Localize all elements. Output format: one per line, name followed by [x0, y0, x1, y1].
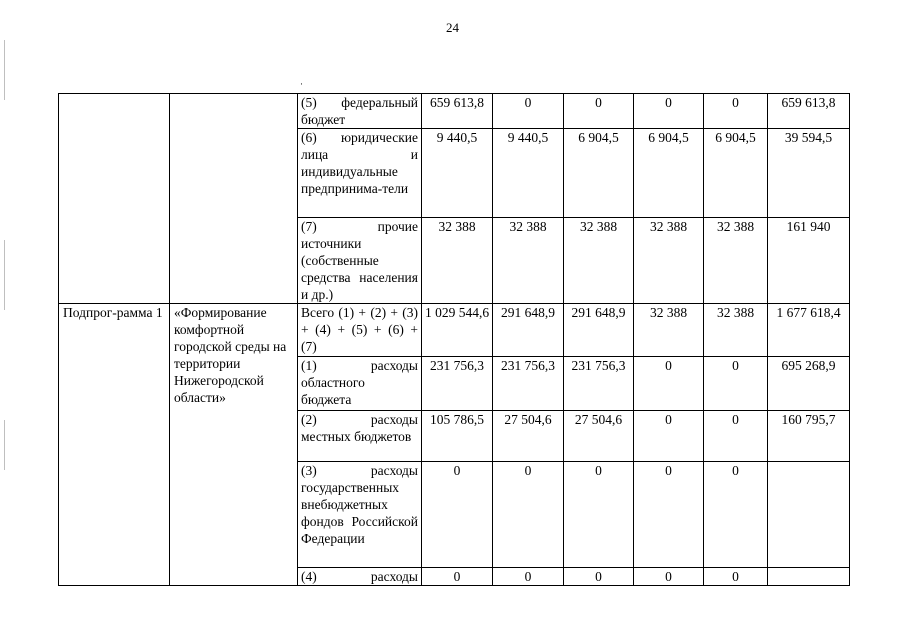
- total-cell: 160 795,7: [768, 411, 850, 462]
- value-cell: 105 786,5: [422, 411, 493, 462]
- value-cell: 0: [564, 568, 634, 586]
- scan-edge-mark: [4, 240, 5, 310]
- total-cell: 695 268,9: [768, 357, 850, 411]
- source-label: (3) расходы государственных внебюджетных фондов Российской Федерации: [298, 462, 422, 568]
- total-cell: 39 594,5: [768, 129, 850, 218]
- financing-table: [58, 93, 850, 586]
- value-cell: 0: [704, 411, 768, 462]
- value-cell: 231 756,3: [493, 357, 564, 411]
- source-label: (6) юридические лица и индивидуальные предпринима-тели: [298, 129, 422, 218]
- value-cell: 9 440,5: [422, 129, 493, 218]
- source-label: (1) расходы областного бюджета: [298, 357, 422, 411]
- value-cell: 291 648,9: [564, 304, 634, 357]
- value-cell: 32 388: [634, 304, 704, 357]
- value-cell: 0: [564, 462, 634, 568]
- source-label: Всего (1) + (2) + (3) + (4) + (5) + (6) + (7): [298, 304, 422, 357]
- page-number: 24: [446, 20, 459, 35]
- value-cell: 231 756,3: [422, 357, 493, 411]
- value-cell: 0: [634, 357, 704, 411]
- empty-cell: [59, 94, 170, 304]
- value-cell: 6 904,5: [634, 129, 704, 218]
- total-cell: [768, 568, 850, 586]
- value-cell: 0: [564, 94, 634, 129]
- value-cell: 32 388: [422, 218, 493, 304]
- value-cell: 6 904,5: [564, 129, 634, 218]
- value-cell: 32 388: [704, 304, 768, 357]
- value-cell: 1 029 544,6: [422, 304, 493, 357]
- value-cell: 32 388: [704, 218, 768, 304]
- scan-edge-mark: [4, 420, 5, 470]
- subprogram-label: Подпрог-рамма 1: [59, 304, 170, 586]
- scan-edge-mark: [4, 40, 5, 100]
- value-cell: 32 388: [564, 218, 634, 304]
- value-cell: 0: [634, 568, 704, 586]
- value-cell: 0: [704, 462, 768, 568]
- value-cell: 659 613,8: [422, 94, 493, 129]
- value-cell: 231 756,3: [564, 357, 634, 411]
- value-cell: 0: [704, 357, 768, 411]
- value-cell: 0: [493, 568, 564, 586]
- table-row: [59, 94, 850, 129]
- value-cell: 32 388: [634, 218, 704, 304]
- value-cell: 0: [634, 462, 704, 568]
- value-cell: 27 504,6: [564, 411, 634, 462]
- value-cell: 0: [422, 568, 493, 586]
- total-cell: 1 677 618,4: [768, 304, 850, 357]
- value-cell: 9 440,5: [493, 129, 564, 218]
- total-cell: 161 940: [768, 218, 850, 304]
- value-cell: 0: [422, 462, 493, 568]
- value-cell: 0: [634, 94, 704, 129]
- value-cell: 6 904,5: [704, 129, 768, 218]
- table-row: [59, 304, 850, 357]
- source-label: (7) прочие источники (собственные средства населения и др.): [298, 218, 422, 304]
- value-cell: 0: [704, 568, 768, 586]
- value-cell: 0: [493, 94, 564, 129]
- source-label: (5) федеральный бюджет: [298, 94, 422, 129]
- total-cell: 659 613,8: [768, 94, 850, 129]
- value-cell: 27 504,6: [493, 411, 564, 462]
- source-label: (4) расходы: [298, 568, 422, 586]
- page-dot: ·: [300, 79, 303, 89]
- empty-cell: [170, 94, 298, 304]
- value-cell: 291 648,9: [493, 304, 564, 357]
- subprogram-title: «Формирование комфортной городской среды на территории Нижегородской области»: [170, 304, 298, 586]
- value-cell: 0: [704, 94, 768, 129]
- total-cell: [768, 462, 850, 568]
- value-cell: 32 388: [493, 218, 564, 304]
- value-cell: 0: [634, 411, 704, 462]
- value-cell: 0: [493, 462, 564, 568]
- source-label: (2) расходы местных бюджетов: [298, 411, 422, 462]
